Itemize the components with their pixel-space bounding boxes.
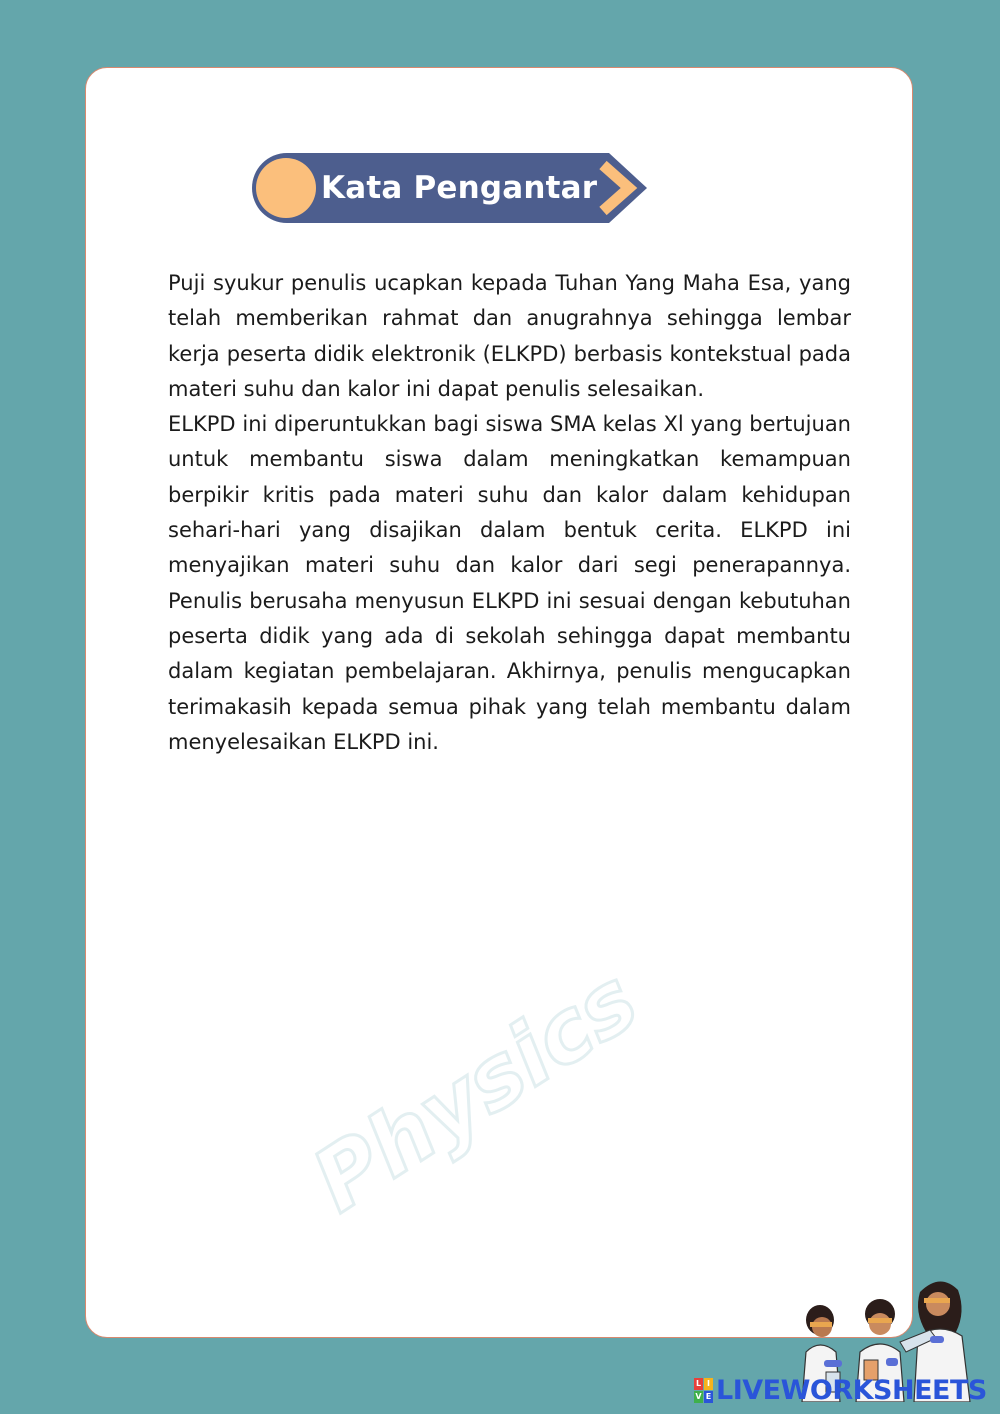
- paragraph-2: ELKPD ini diperuntukkan bagi siswa SMA kelas Xl yang bertujuan untuk membantu siswa dalam meningkatkan kemampuan berpikir kritis pada materi suhu dan kalor dalam kehidupan sehari-hari yang disajikan dalam bentuk cerita. ELKPD ini menyajikan materi suhu dan kalor dari segi penerapannya. Penulis berusaha menyusun ELKPD ini sesuai dengan kebutuhan peserta didik yang ada di sekolah sehingga dapat membantu dalam kegiatan pembelajaran. Akhirnya, penulis mengucapkan terimakasih kepada semua pihak yang telah membantu dalam menyelesaikan ELKPD ini.: [168, 412, 851, 754]
- live-mark-v: V: [695, 1392, 702, 1401]
- live-mark-e: E: [705, 1392, 712, 1401]
- liveworksheets-wordmark: LIVEWORKSHEETS: [716, 1375, 987, 1406]
- page-title: Kata Pengantar: [321, 170, 598, 206]
- title-banner: [251, 151, 651, 225]
- liveworksheets-logo: [694, 1374, 994, 1408]
- page-card: [85, 67, 913, 1338]
- live-mark-i: I: [704, 1378, 713, 1390]
- live-mark-icon: [694, 1378, 714, 1404]
- physics-watermark: Physics: [296, 950, 656, 1232]
- live-mark-l: L: [695, 1379, 702, 1388]
- banner-circle-icon: [256, 158, 316, 218]
- paragraph-1: Puji syukur penulis ucapkan kepada Tuhan Yang Maha Esa, yang telah memberikan rahmat dan anugrahnya sehingga lembar kerja peserta didik elektronik (ELKPD) berbasis kontekstual pada materi suhu dan kalor ini dapat penulis selesaikan.: [168, 271, 851, 401]
- intro-text: [168, 266, 851, 760]
